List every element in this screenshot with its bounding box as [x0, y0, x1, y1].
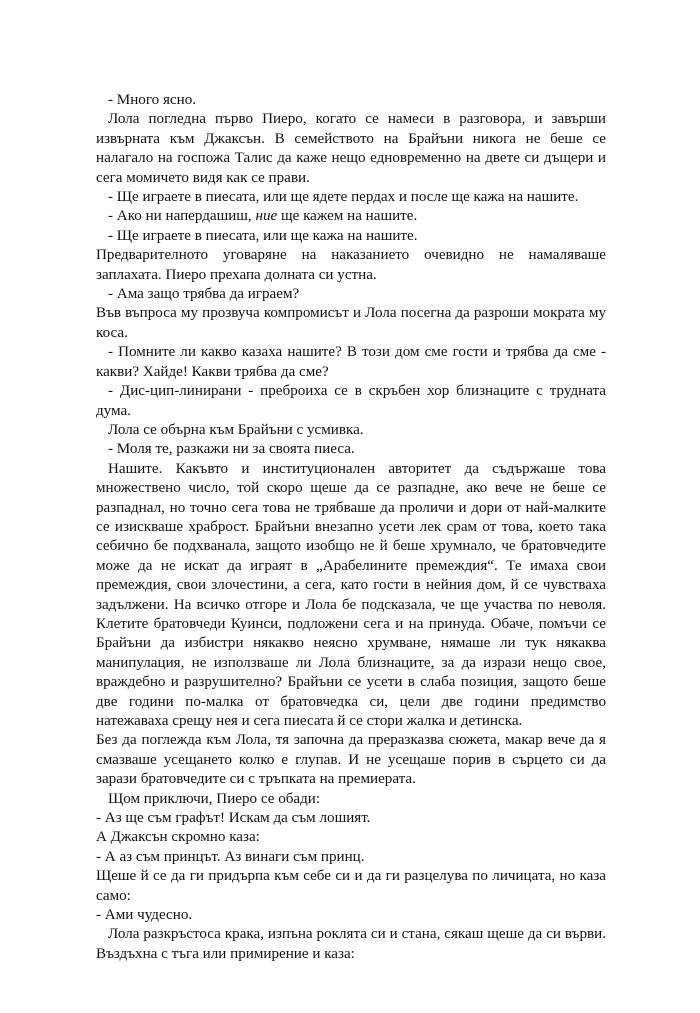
paragraph: - Аз ще съм графът! Искам да съм лошият. — [96, 810, 371, 827]
paragraph: - Ще играете в пиесата, или ще кажа на нашите. — [108, 227, 418, 244]
paragraph: Лола се обърна към Брайъни с усмивка. — [108, 421, 364, 438]
paragraph: Нашите. Какъвто и институционален авторитет да съдържаше това множествено число, той скоро щеше да се разпадне, ако вече не беше се разпаднал, но точно сега това не трябваше да проличи и дори от най-малките се изискваше храброст. Брайъни внезапно усети лек срам от това, което така себично бе подхванала, защото изобщо не й беше хрумнало, че братовчедите може да не искат да играят в „Арабелините премеждия“. Те имаха свои премеждия, свои злочестини, а сега, като гости в нейния дом, й се чувстваха задължени. На всичко отгоре и Лола бе подсказала, че ще участва по неволя. Клетите братовчеди Куинси, подложени сега и на принуда. Обаче, помъчи се Брайъни да избистри някакво неясно хрумване, нямаше ли тук някаква манипулация, не използваше ли Лола близнаците, за да изрази нещо свое, враждебно и разрушително? Брайъни се усети в слаба позиция, защото беше две години по-малка от братовчедка си, цели две години предимство натежаваха срещу нея и сега пиесата й се стори жалка и детинска. — [96, 460, 606, 729]
paragraph-text: - Ако ни напердашиш, — [108, 208, 256, 225]
paragraph: - Помните ли какво казаха нашите? В този дом сме гости и трябва да сме - какви? Хайде! Какви трябва да сме? — [96, 344, 606, 380]
paragraph: - Много ясно. — [108, 92, 197, 108]
paragraph: Предварителното уговаряне на наказанието очевидно не намаляваше заплахата. Пиеро прехапа долната си устна. — [96, 247, 606, 283]
paragraph-text: ще кажем на нашите. — [277, 208, 418, 225]
paragraph: - Моля те, разкажи ни за своята пиеса. — [108, 441, 355, 458]
paragraph: - А аз съм принцът. Аз винаги съм принц. — [96, 848, 365, 865]
paragraph: Щеше й се да ги придърпа към себе си и да ги разцелува по личицата, но каза само: — [96, 868, 606, 904]
paragraph — [96, 207, 606, 226]
paragraph: - Дис-цип-линирани - преброиха се в скръбен хор близнаците с трудната дума. — [96, 383, 606, 419]
italic-word: ние — [255, 208, 278, 225]
paragraph: Лола погледна първо Пиеро, когато се намеси в разговора, и завърши извърната към Джаксън. В семейството на Брайъни никога не беше се налагало на госпожа Талис да каже нещо едновременно на двете си дъщери и сега момичето видя как се прави. — [96, 111, 606, 186]
paragraph: Във въпроса му прозвуча компромисът и Лола посегна да разроши мократа му коса. — [96, 305, 606, 341]
paragraph: - Ама защо трябва да играем? — [108, 286, 300, 303]
paragraph: Щом приключи, Пиеро се обади: — [108, 790, 321, 807]
paragraph: А Джаксън скромно каза: — [96, 829, 260, 846]
paragraph: Без да поглежда към Лола, тя започна да преразказва сюжета, макар вече да я смазваше усещането колко е глупав. И не усещаше порив в сърцето си да зарази братовчедите си с тръпката на премиерата. — [96, 732, 606, 788]
paragraph: Лола разкръстоса крака, изпъна роклята си и стана, сякаш щеше да си върви. Въздъхна с тъга или примирение и каза: — [96, 926, 606, 962]
paragraph: - Ще играете в пиесата, или ще ядете пердах и после ще кажа на нашите. — [108, 189, 579, 206]
paragraph: - Ами чудесно. — [96, 907, 193, 924]
page-text — [96, 91, 606, 964]
